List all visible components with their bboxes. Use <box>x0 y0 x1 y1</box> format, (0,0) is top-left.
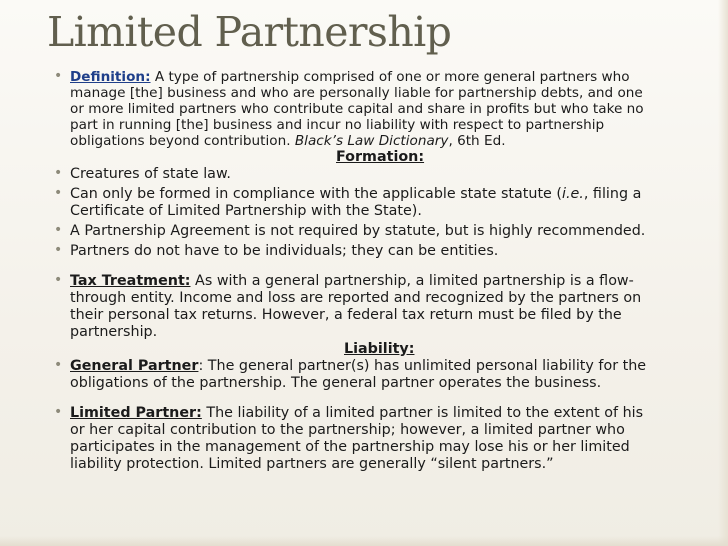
liability-heading: Liability: <box>344 341 415 357</box>
definition-label: Definition: <box>70 69 151 85</box>
tax-treatment-text: As with a general partnership, a limited partnership is a flow-through entity. Income and loss are reported and recognized by the partners on their personal tax returns. However, a federal tax return must be filed by the partnership. <box>70 273 642 340</box>
limited-partner-text: The liability of a limited partner is limited to the extent of his or her capital contribution to the partnership; however, a limited partner who participates in the management of the partnership may lose his or her limited liability protection. Limited partners are generally “silent partners.” <box>70 405 644 472</box>
bullet-dot: • <box>54 222 63 238</box>
general-partner-item <box>50 358 650 392</box>
slide-edge-shadow-bottom <box>0 536 728 546</box>
formation-item-em: i.e. <box>561 186 584 202</box>
bullet-dot: • <box>54 357 63 373</box>
bullet-dot: • <box>54 68 63 84</box>
formation-item-text: , filing a Certificate of Limited Partnership with the State). <box>70 186 642 219</box>
bullet-dot: • <box>54 242 63 258</box>
limited-partner-label: Limited Partner: <box>70 405 202 421</box>
limited-partner-item <box>50 405 650 473</box>
definition-citation-title: Black’s Law Dictionary <box>294 133 449 149</box>
formation-item <box>50 243 650 260</box>
tax-treatment-label: Tax Treatment: <box>70 273 191 289</box>
formation-item-text: Can only be formed in compliance with the applicable state statute ( <box>70 186 562 202</box>
formation-heading: Formation: <box>336 149 425 165</box>
bullet-dot: • <box>54 404 63 420</box>
slide-edge-shadow-right <box>718 0 728 546</box>
tax-treatment-item <box>50 273 650 341</box>
slide-title: Limited Partnership <box>47 8 452 56</box>
bullet-dot: • <box>54 272 63 288</box>
definition-text: A type of partnership comprised of one or more general partners who manage [the] business and who are personally liable for partnership debts, and one or more limited partners who contribute capital and share in profits but who take no part in running [the] business and incur no liability with respect to partnership obligations beyond contribution. <box>70 69 644 149</box>
formation-item <box>50 223 650 240</box>
general-partner-text: : The general partner(s) has unlimited personal liability for the obligations of the partnership. The general partner operates the business. <box>70 358 647 391</box>
general-partner-label: General Partner <box>70 358 199 374</box>
bullet-dot: • <box>54 165 63 181</box>
definition-citation-edition: , 6th Ed. <box>448 133 506 149</box>
formation-item-text: Creatures of state law. <box>70 166 231 182</box>
bullet-dot: • <box>54 185 63 201</box>
formation-item-text: A Partnership Agreement is not required by statute, but is highly recommended. <box>70 223 646 239</box>
formation-item <box>50 186 650 220</box>
definition-item <box>50 69 650 149</box>
formation-item-text: Partners do not have to be individuals; they can be entities. <box>70 243 499 259</box>
formation-item <box>50 166 650 183</box>
slide-content <box>50 69 650 473</box>
